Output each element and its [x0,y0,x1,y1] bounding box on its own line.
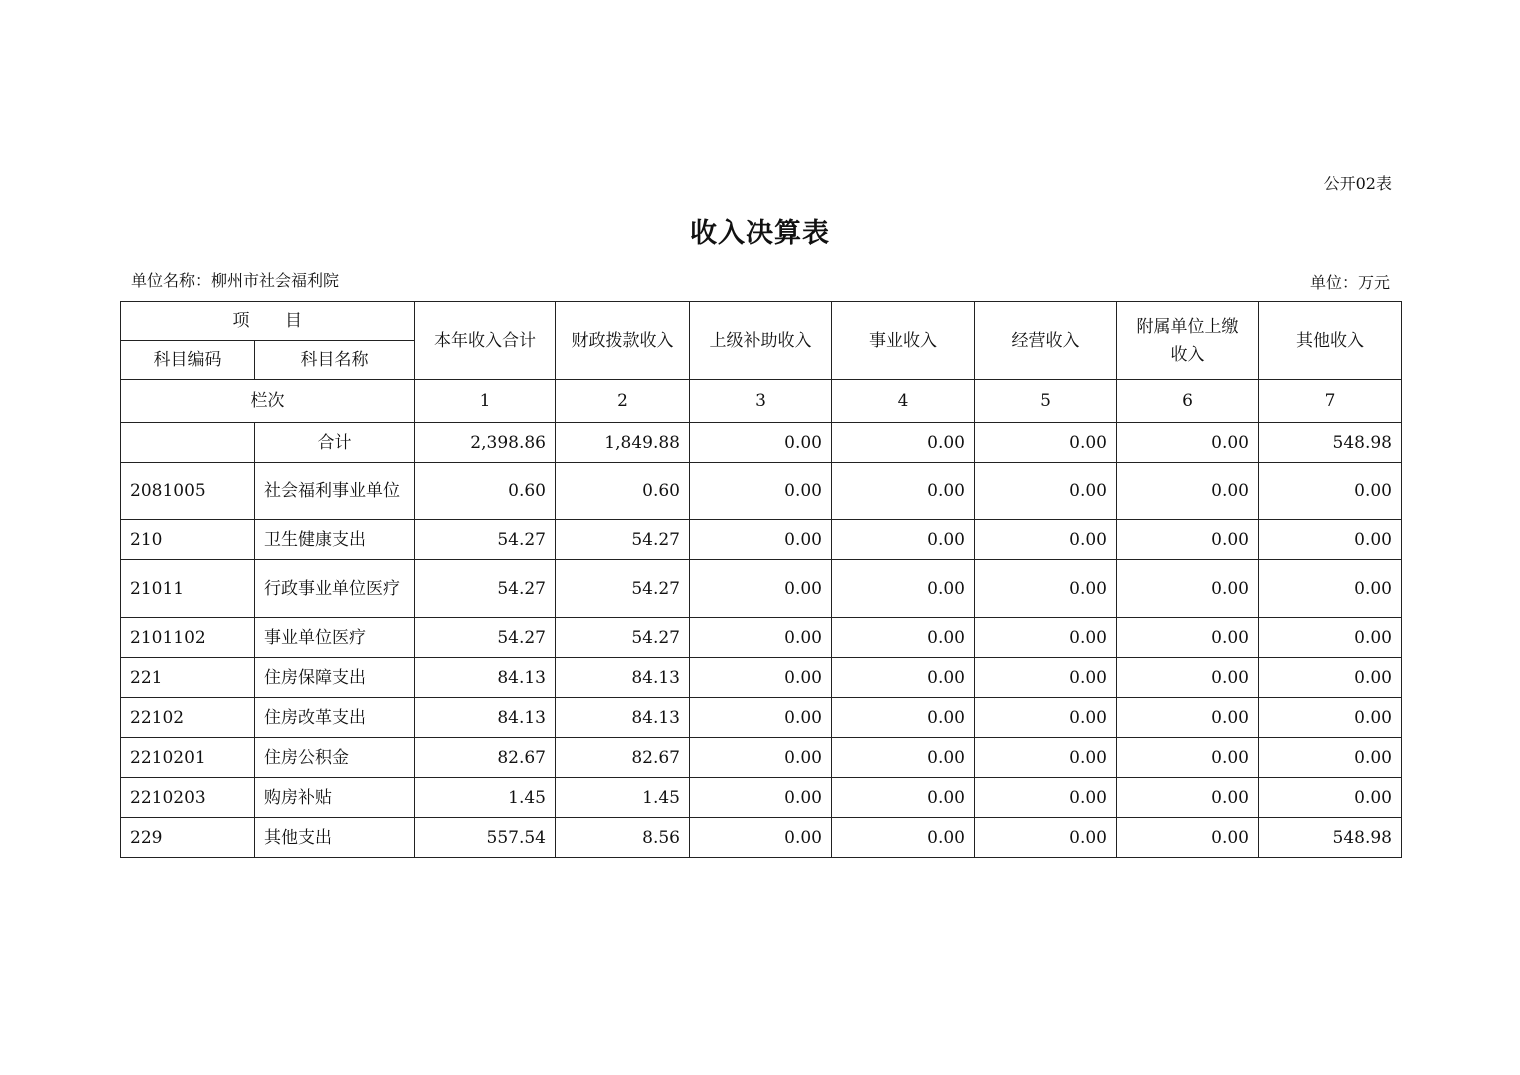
cell-value: 0.00 [832,520,975,560]
cell-value: 0.00 [832,658,975,698]
cell-value: 8.56 [556,818,690,858]
total-value: 0.00 [690,423,832,463]
cell-value: 0.00 [690,818,832,858]
col-number-3: 3 [690,380,832,423]
unit-label: 单位：万元 [1309,273,1390,292]
table-row [121,463,1402,520]
cell-value: 0.00 [1259,778,1402,818]
cell-value: 0.00 [975,520,1117,560]
table-row [121,698,1402,738]
subject-name: 事业单位医疗 [255,618,415,658]
cell-value: 1.45 [556,778,690,818]
column-number-row [121,380,1402,423]
subject-name: 住房保障支出 [255,658,415,698]
header-col-7: 其他收入 [1259,302,1402,380]
table-row [121,818,1402,858]
cell-value: 0.00 [832,463,975,520]
subject-code: 2210201 [121,738,255,778]
cell-value: 84.13 [556,658,690,698]
cell-value: 0.00 [832,778,975,818]
header-code: 科目编码 [121,341,255,380]
cell-value: 1.45 [415,778,556,818]
cell-value: 0.00 [975,698,1117,738]
header-col-1: 本年收入合计 [415,302,556,380]
table-row [121,618,1402,658]
col-number-1: 1 [415,380,556,423]
cell-value: 54.27 [415,560,556,618]
cell-value: 0.60 [415,463,556,520]
cell-value: 84.13 [556,698,690,738]
header-col-2: 财政拨款收入 [556,302,690,380]
total-value: 1,849.88 [556,423,690,463]
total-row [121,423,1402,463]
total-value: 0.00 [832,423,975,463]
cell-value: 0.00 [832,738,975,778]
cell-value: 0.00 [1259,463,1402,520]
cell-value: 0.00 [690,698,832,738]
cell-value: 0.00 [1117,618,1259,658]
cell-value: 0.00 [1117,463,1259,520]
page-title: 收入决算表 [690,218,830,249]
table-body [121,302,1402,858]
cell-value: 0.00 [1259,658,1402,698]
subject-code: 22102 [121,698,255,738]
cell-value: 557.54 [415,818,556,858]
cell-value: 0.00 [1117,698,1259,738]
cell-value: 0.00 [1117,560,1259,618]
total-name: 合计 [255,423,415,463]
cell-value: 0.00 [1259,560,1402,618]
row-label: 栏次 [121,380,415,423]
cell-value: 0.00 [1117,738,1259,778]
header-row-1 [121,302,1402,341]
cell-value: 0.00 [975,463,1117,520]
col-number-2: 2 [556,380,690,423]
cell-value: 0.00 [975,618,1117,658]
header-col-4: 事业收入 [832,302,975,380]
cell-value: 0.00 [1259,698,1402,738]
table-row [121,778,1402,818]
col-number-4: 4 [832,380,975,423]
subject-name: 社会福利事业单位 [255,463,415,520]
cell-value: 54.27 [556,618,690,658]
cell-value: 0.60 [556,463,690,520]
subject-code: 2101102 [121,618,255,658]
cell-value: 0.00 [975,778,1117,818]
table-row [121,520,1402,560]
header-col-6: 附属单位上缴收入 [1117,302,1259,380]
cell-value: 82.67 [556,738,690,778]
cell-value: 54.27 [556,520,690,560]
cell-value: 0.00 [1259,520,1402,560]
cell-value: 0.00 [832,818,975,858]
cell-value: 84.13 [415,698,556,738]
table-row [121,658,1402,698]
cell-value: 0.00 [690,658,832,698]
subject-name: 住房公积金 [255,738,415,778]
header-item: 项 目 [121,302,415,341]
total-value: 0.00 [1117,423,1259,463]
cell-value: 0.00 [690,463,832,520]
form-number: 公开02表 [1323,174,1392,193]
cell-value: 0.00 [1117,658,1259,698]
table-row [121,560,1402,618]
total-value: 548.98 [1259,423,1402,463]
cell-value: 0.00 [1117,520,1259,560]
total-code [121,423,255,463]
cell-value: 84.13 [415,658,556,698]
subject-code: 2210203 [121,778,255,818]
total-value: 0.00 [975,423,1117,463]
cell-value: 0.00 [690,618,832,658]
header-name: 科目名称 [255,341,415,380]
cell-value: 0.00 [975,560,1117,618]
cell-value: 54.27 [415,520,556,560]
header-col-3: 上级补助收入 [690,302,832,380]
cell-value: 0.00 [690,560,832,618]
cell-value: 54.27 [556,560,690,618]
subject-code: 21011 [121,560,255,618]
cell-value: 0.00 [690,520,832,560]
subject-name: 卫生健康支出 [255,520,415,560]
total-value: 2,398.86 [415,423,556,463]
cell-value: 0.00 [1117,778,1259,818]
cell-value: 54.27 [415,618,556,658]
subject-code: 229 [121,818,255,858]
cell-value: 0.00 [975,738,1117,778]
cell-value: 0.00 [832,560,975,618]
cell-value: 0.00 [690,738,832,778]
cell-value: 0.00 [832,618,975,658]
cell-value: 548.98 [1259,818,1402,858]
cell-value: 82.67 [415,738,556,778]
col-number-7: 7 [1259,380,1402,423]
cell-value: 0.00 [1117,818,1259,858]
subject-name: 购房补贴 [255,778,415,818]
cell-value: 0.00 [690,778,832,818]
income-table [120,301,1402,858]
subject-code: 210 [121,520,255,560]
subject-name: 行政事业单位医疗 [255,560,415,618]
header-col-5: 经营收入 [975,302,1117,380]
subject-name: 其他支出 [255,818,415,858]
cell-value: 0.00 [832,698,975,738]
cell-value: 0.00 [1259,738,1402,778]
cell-value: 0.00 [975,818,1117,858]
unit-name-label: 单位名称：柳州市社会福利院 [131,271,340,290]
subject-code: 2081005 [121,463,255,520]
col-number-5: 5 [975,380,1117,423]
cell-value: 0.00 [975,658,1117,698]
cell-value: 0.00 [1259,618,1402,658]
table-row [121,738,1402,778]
subject-name: 住房改革支出 [255,698,415,738]
subject-code: 221 [121,658,255,698]
col-number-6: 6 [1117,380,1259,423]
